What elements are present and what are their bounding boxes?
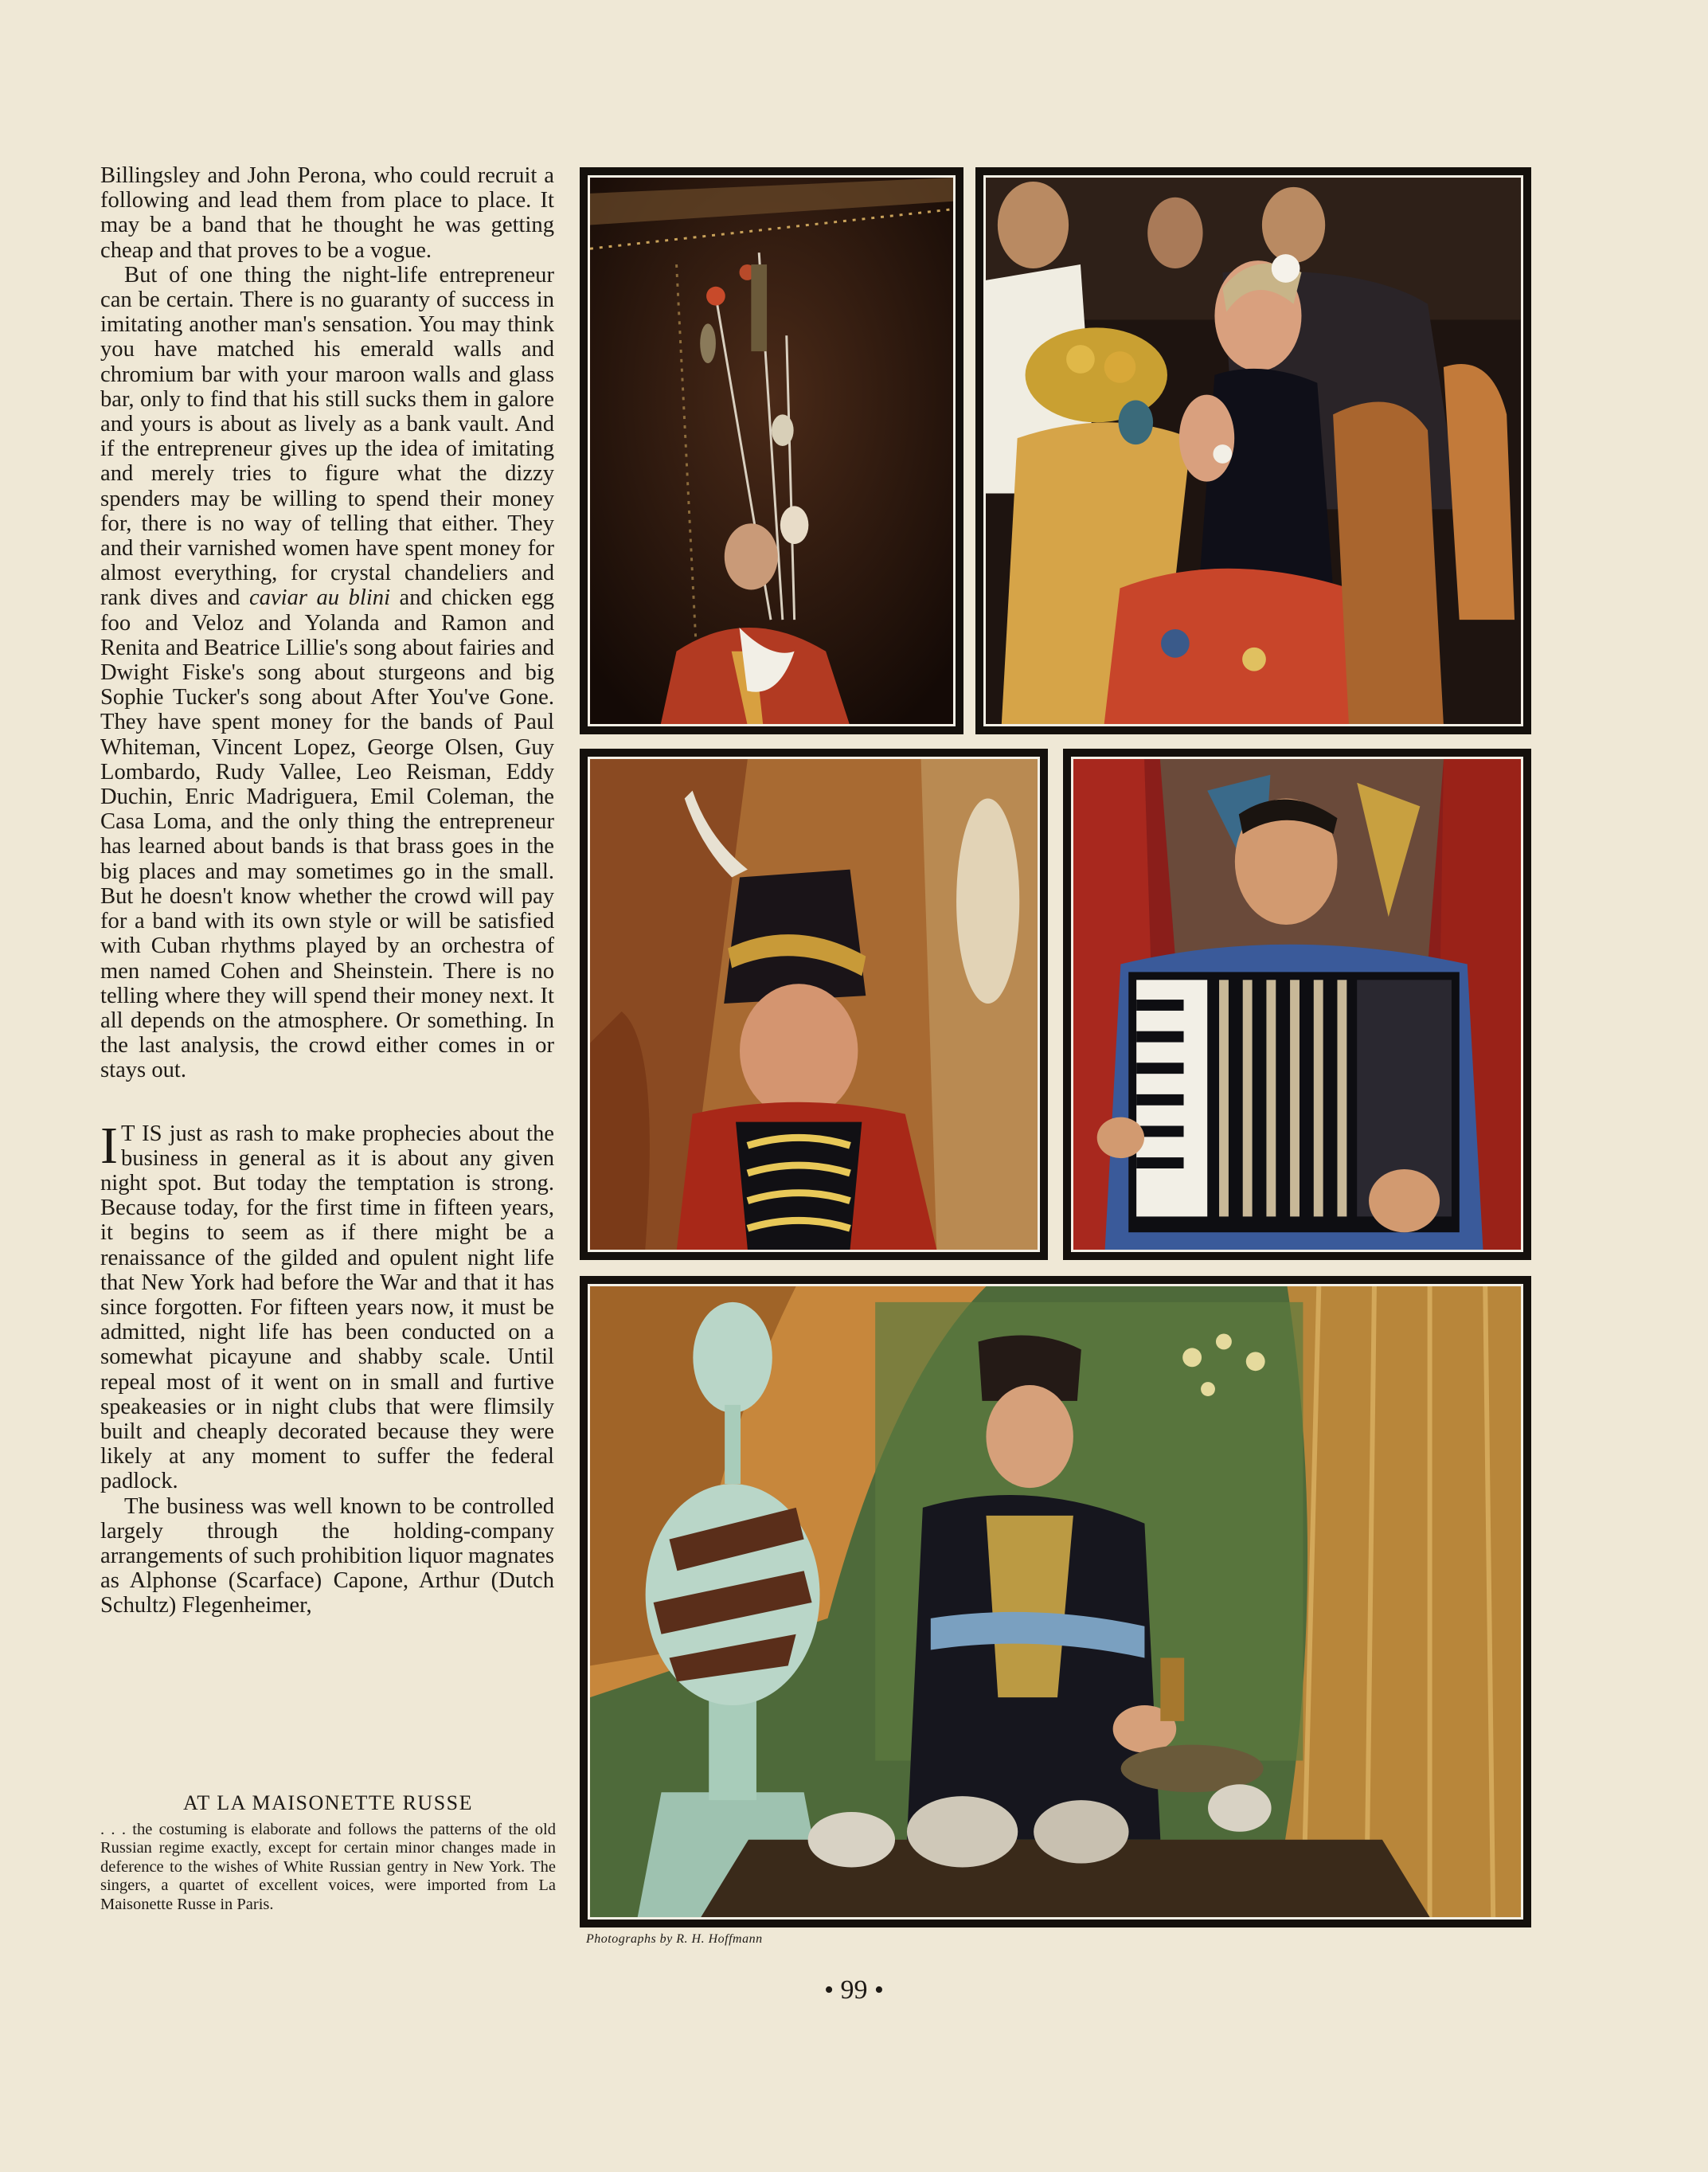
photo-skewer-waiter bbox=[588, 175, 956, 726]
paragraph-2-italic: caviar au blini bbox=[248, 585, 391, 611]
photo-doorman-plumed-hat bbox=[588, 757, 1040, 1252]
photo-doorman-plumed-hat-image bbox=[590, 759, 1038, 1250]
article-body bbox=[100, 163, 554, 1618]
drop-cap: I bbox=[100, 1116, 118, 1175]
photo-skewer-waiter-image bbox=[590, 178, 953, 724]
photo-seated-woman bbox=[983, 175, 1523, 726]
article-paragraph-1: Billingsley and John Perona, who could recruit a following and lead them from place to place. It may be a band that he thought he was getting cheap and that proves to be a vogue. bbox=[100, 163, 554, 263]
caption-body: . . . the costuming is elaborate and follows the patterns of the old Russian regime exactly, except for certain minor changes made in deference to the wishes of White Russian gentry in New York. The singers, a quartet of excellent voices, were imported from La Maisonette Russe in Paris. bbox=[100, 1820, 556, 1913]
article-paragraph-2 bbox=[100, 263, 554, 1083]
page-number: • 99 • bbox=[824, 1975, 884, 2005]
photo-samovar-server-image bbox=[590, 1286, 1521, 1917]
photo-seated-woman-image bbox=[986, 178, 1521, 724]
paragraph-2-text-a: But of one thing the night-life entrepreneur can be certain. There is no guaranty of success in imitating another man's sensation. You may think you have matched his emerald walls and chromium bar with your maroon walls and glass bar, only to find that his still sucks them in galore and yours is about as lively as a bank vault. And if the entrepreneur gives up the idea of imitating and merely tries to figure what the dizzy spenders may be willing to spend their money for, there is no way of telling that either. They and their varnished women have spent money for almost everything, for crystal chandeliers and rank dives and bbox=[100, 262, 554, 611]
paragraph-3-text: T IS just as rash to make prophecies about the business in general as it is about any given night spot. But today the temptation is strong. Because today, for the first time in fifteen years, it begins to seem as if there might be a renaissance of the gilded and opulent night life that New York had before the War and that it has since forgotten. For fifteen years now, it must be admitted, night life has been conducted on a somewhat picayune and shabby scale. Until repeal most of it went on in small and furtive speakeasies or in night clubs that were flimsily built and cheaply decorated because they were likely at any moment to suffer the federal padlock. bbox=[100, 1121, 554, 1494]
paragraph-2-text-b: and chicken egg foo and Veloz and Yolanda and Ramon and Renita and Beatrice Lillie's song about fairies and Dwight Fiske's song about sturgeons and big Sophie Tucker's song about After You've Gone. They have spent money for the bands of Paul Whiteman, Vincent Lopez, George Olsen, Guy Lombardo, Rudy Vallee, Leo Reisman, Eddy Duchin, Enric Madriguera, Emil Coleman, the Casa Loma, and the only thing the entrepreneur has learned about bands is that brass goes in the big places and may sometimes go in the small. But he doesn't know whether the crowd will pay for a band with its own style or will be satisfied with Cuban rhythms played by an orchestra of men named Cohen and Sheinstein. There is no telling where they will spend their money next. It all depends on the atmosphere. Or something. In the last analysis, the crowd either comes in or stays out. bbox=[100, 585, 554, 1083]
article-paragraph-3 bbox=[100, 1116, 554, 1494]
photo-accordionist-image bbox=[1073, 759, 1521, 1250]
photo-accordionist bbox=[1071, 757, 1523, 1252]
article-paragraph-4: The business was well known to be controlled largely through the holding-company arrangements of such prohibition liquor magnates as Alphonse (Scarface) Capone, Arthur (Dutch Schultz) Flegenheimer, bbox=[100, 1493, 554, 1618]
photo-credit: Photographs by R. H. Hoffmann bbox=[586, 1932, 763, 1946]
photo-caption bbox=[100, 1791, 556, 1914]
photo-samovar-server bbox=[588, 1284, 1523, 1920]
caption-title: AT LA MAISONETTE RUSSE bbox=[182, 1791, 474, 1814]
